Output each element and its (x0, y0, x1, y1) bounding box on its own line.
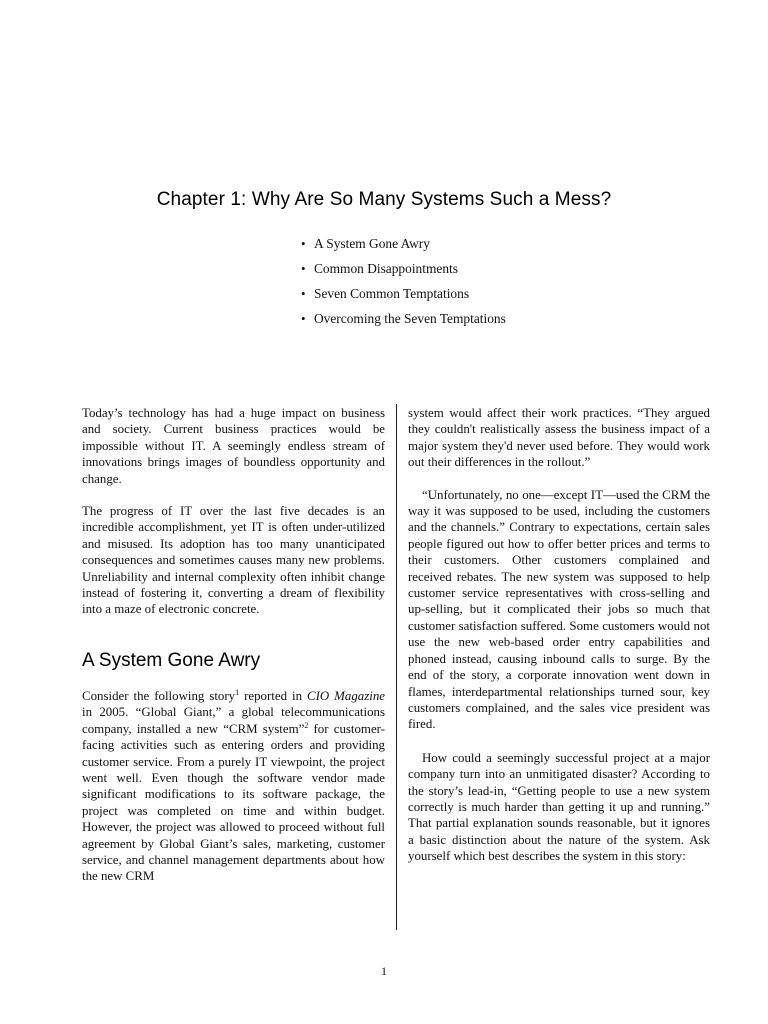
paragraph: “Unfortunately, no one—except IT—used the CRM the way it was supposed to be used, including the customers and the channels.” Contrary to expectations, certain sales people figured out how to offer better prices and terms to their customers. Other customers complained and received rebates. The new system was supposed to help customer service representatives with cross-selling and up-selling, but it complicated their jobs so much that customer satisfaction suffered. Some customers would not use the new web-based order entry capabilities and phoned instead, causing inbound calls to surge. By the end of the story, a corporate innovation went down in flames, interdepartmental relationships turned sour, key customers complained, and the sales vice president was fired. (408, 487, 710, 732)
section-heading: A System Gone Awry (82, 649, 261, 671)
chapter-title: Chapter 1: Why Are So Many Systems Such a Mess? (156, 189, 612, 210)
column-divider (396, 404, 397, 930)
text-span: in 2005. “Global Giant,” a global telecommunications company, installed a new “CRM system” (82, 705, 385, 736)
footnote-marker: 2 (304, 720, 309, 730)
text-span: for customer-facing activities such as entering orders and providing customer service. From a purely IT viewpoint, the project went well. Even though the software vendor made significant modifications to its software package, the project was completed on time and within budget. However, the project was allowed to proceed without full agreement by Global Giant’s sales, marketing, customer service, and channel management departments about how the new CRM (82, 721, 386, 884)
toc-item: • Overcoming the Seven Temptations (300, 306, 506, 331)
paragraph (82, 688, 385, 885)
toc-item: • Seven Common Temptations (300, 281, 506, 306)
text-span: reported in (239, 688, 307, 703)
footnote-marker: 1 (235, 687, 240, 697)
publication-name: CIO Magazine (307, 688, 386, 703)
left-column (82, 405, 385, 885)
paragraph: Today’s technology has had a huge impact on business and society. Current business practices would be impossible without IT. A seemingly endless stream of innovations brings images of boundless opportunity and change. (82, 406, 385, 486)
paragraph: The progress of IT over the last five decades is an incredible accomplishment, yet IT is often under-utilized and misused. Its adoption has too many unanticipated consequences and sometimes causes many new problems. Unreliability and internal complexity often inhibit change instead of fostering it, converting a dream of flexibility into a maze of electronic concrete. (82, 504, 385, 617)
right-column (408, 405, 710, 865)
paragraph: How could a seemingly successful project at a major company turn into an unmitigated disaster? According to the story’s lead-in, “Getting people to use a new system correctly is much harder than getting it up and running.” That partial explanation sounds reasonable, but it ignores a basic distinction about the nature of the system. Ask yourself which best describes the system in this story: (408, 750, 710, 864)
paragraph: system would affect their work practices. “They argued they couldn't realistically assess the business impact of a major system they'd never used before. They would work out their differences in the rollout.” (408, 406, 710, 470)
toc-item: • Common Disappointments (300, 256, 506, 281)
text-span: Consider the following story (82, 688, 236, 703)
toc-item: • A System Gone Awry (300, 231, 506, 256)
page-number: 1 (381, 964, 387, 978)
chapter-toc-list (300, 231, 506, 331)
